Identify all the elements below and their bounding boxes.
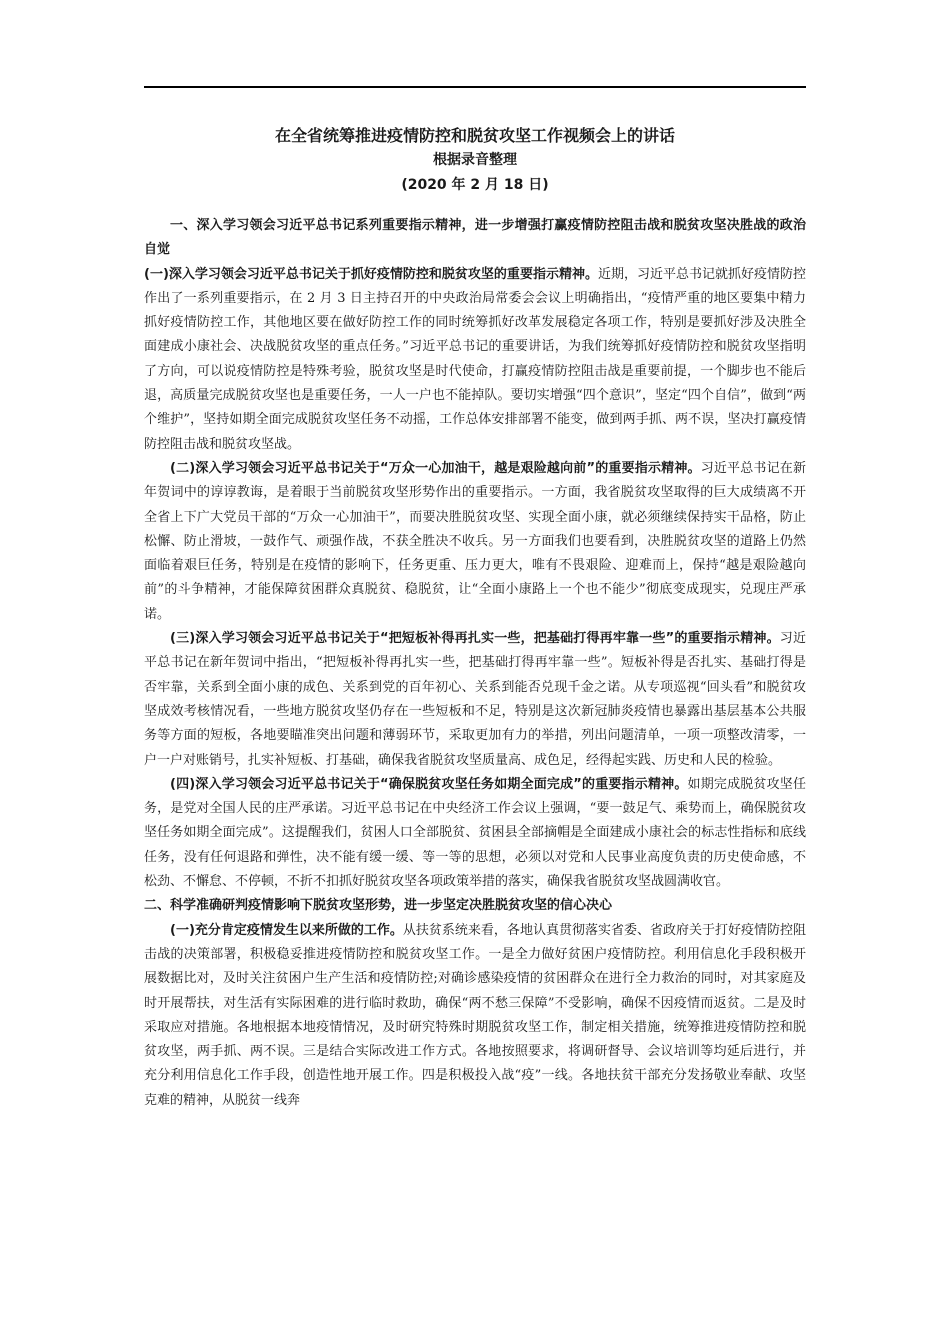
section-2-paragraph-1 — [144, 919, 806, 1113]
document-date: (2020 年 2 月 18 日) — [401, 177, 549, 193]
header-rule — [144, 86, 806, 88]
section-2-heading: 二、科学准确研判疫情影响下脱贫攻坚形势，进一步坚定决胜脱贫攻坚的信心决心 — [144, 898, 613, 914]
section-1-paragraph-4 — [144, 773, 806, 894]
section-1-paragraph-2 — [144, 457, 806, 627]
document-title: 在全省统筹推进疫情防控和脱贫攻坚工作视频会上的讲话 — [274, 126, 675, 145]
paragraph-body: 习近平总书记在新年贺词中的谆谆教诲，是着眼于当前脱贫攻坚形势作出的重要指示。一方面，我省脱贫攻坚取得的巨大成绩离不开全省上下广大党员干部的“万众一心加油干”，而要决胜脱贫攻坚、实现全面小康，就必须继续保持实干品格，防止松懈、防止滑坡，一鼓作气、顽强作战，不获全胜决不收兵。另一方面我们也要看到，决胜脱贫攻坚的道路上仍然面临着艰巨任务，特别是在疫情的影响下，任务更重、压力更大，唯有不畏艰险、迎难而上，保持“越是艰险越向前”的斗争精神，才能保障贫困群众真脱贫、稳脱贫，让“全面小康路上一个也不能少”彻底变成现实，兑现庄严承诺。 — [144, 460, 806, 622]
paragraph-body: 习近平总书记在新年贺词中指出，“把短板补得再扎实一些，把基础打得再牢靠一些”。短板补得是否扎实、基础打得是否牢靠，关系到全面小康的成色、关系到党的百年初心、关系到能否兑现千金之诺。从专项巡视“回头看”和脱贫攻坚成效考核情况看，一些地方脱贫攻坚仍存在一些短板和不足，特别是这次新冠肺炎疫情也暴露出基层基本公共服务等方面的短板，各地要瞄准突出问题和薄弱环节，采取更加有力的举措，列出问题清单，一项一项整改清零，一户一户对账销号，扎实补短板、打基础，确保我省脱贫攻坚质量高、成色足，经得起实践、历史和人民的检验。 — [144, 631, 806, 768]
paragraph-body: 如期完成脱贫攻坚任务，是党对全国人民的庄严承诺。习近平总书记在中央经济工作会议上强调，“要一鼓足气、乘势而上，确保脱贫攻坚任务如期全面完成”。这提醒我们，贫困人口全部脱贫、贫困县全部摘帽是全面建成小康社会的标志性指标和底线任务，没有任何退路和弹性，决不能有缓一缓、等一等的思想，必须以对党和人民事业高度负责的历史使命感，不松劲、不懈怠、不停顿，不折不扣抓好脱贫攻坚各项政策举措的落实，确保我省脱贫攻坚战圆满收官。 — [144, 776, 806, 890]
section-1-heading: 一、深入学习领会习近平总书记系列重要指示精神，进一步增强打赢疫情防控阻击战和脱贫攻坚决胜战的政治自觉 — [144, 218, 806, 258]
section-1-paragraph-3 — [144, 627, 806, 773]
section-1-paragraph-1 — [144, 263, 806, 457]
document-body — [144, 124, 806, 1113]
paragraph-body: 近期，习近平总书记就抓好疫情防控作出了一系列重要指示，在 2 月 3 日主持召开的中央政治局常委会会议上明确指出，“疫情严重的地区要集中精力抓好疫情防控工作，其他地区要在做好防控工作的同时统筹抓好改革发展稳定各项工作，特别是要抓好涉及决胜全面建成小康社会、决战脱贫攻坚的重点任务。”习近平总书记的重要讲话，为我们统筹抓好疫情防控和脱贫攻坚指明了方向，可以说疫情防控是特殊考验，脱贫攻坚是时代使命，打赢疫情防控阻击战是重要前提，一个脚步也不能后退，高质量完成脱贫攻坚也是重要任务，一人一户也不能掉队。要切实增强“四个意识”，坚定“四个自信”，做到“两个维护”，坚持如期全面完成脱贫攻坚任务不动摇，工作总体安排部署不能变，做到两手抓、两不误，坚决打赢疫情防控阻击战和脱贫攻坚战。 — [144, 266, 806, 452]
document-subtitle: 根据录音整理 — [433, 152, 517, 168]
paragraph-lead: (一)深入学习领会习近平总书记关于抓好疫情防控和脱贫攻坚的重要指示精神。 — [144, 266, 598, 282]
paragraph-lead: (一)充分肯定疫情发生以来所做的工作。 — [170, 922, 403, 938]
paragraph-body: 从扶贫系统来看，各地认真贯彻落实省委、省政府关于打好疫情防控阻击战的决策部署，积极稳妥推进疫情防控和脱贫攻坚工作。一是全力做好贫困户疫情防控。利用信息化手段积极开展数据比对，及时关注贫困户生产生活和疫情防控;对确诊感染疫情的贫困群众在进行全力救治的同时，对其家庭及时开展帮扶，对生活有实际困难的进行临时救助，确保“两不愁三保障”不受影响，确保不因疫情而返贫。二是及时采取应对措施。各地根据本地疫情情况，及时研究特殊时期脱贫攻坚工作，制定相关措施，统筹推进疫情防控和脱贫攻坚，两手抓、两不误。三是结合实际改进工作方式。各地按照要求，将调研督导、会议培训等均延后进行，并充分利用信息化工作手段，创造性地开展工作。四是积极投入战“疫”一线。各地扶贫干部充分发扬敬业奉献、攻坚克难的精神，从脱贫一线奔 — [144, 922, 806, 1108]
paragraph-lead: (三)深入学习领会习近平总书记关于“把短板补得再扎实一些，把基础打得再牢靠一些”的重要指示精神。 — [170, 631, 780, 647]
paragraph-lead: (二)深入学习领会习近平总书记关于“万众一心加油干，越是艰险越向前”的重要指示精神。 — [170, 460, 701, 476]
paragraph-lead: (四)深入学习领会习近平总书记关于“确保脱贫攻坚任务如期全面完成”的重要指示精神。 — [170, 776, 688, 792]
